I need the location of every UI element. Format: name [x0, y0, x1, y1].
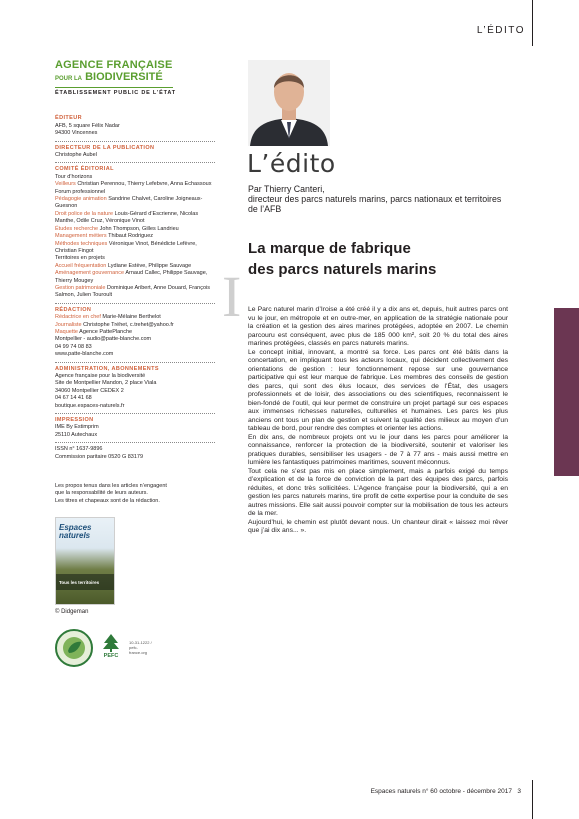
redaction-line: www.patte-blanche.com [55, 351, 114, 358]
article-body [248, 306, 508, 536]
admin-line: boutique.espaces-naturels.fr [55, 402, 125, 409]
pefc-label: PEFC [103, 652, 119, 659]
impression-line: 25110 Autechaux [55, 431, 98, 438]
author-portrait [248, 60, 330, 146]
comite-amenagement: Aménagement gouvernance Arnaud Callec, Philippe Sauvage, Thierry Mougey [55, 270, 208, 284]
comite-block [55, 162, 215, 299]
byline-role: directeur des parcs naturels marins, parcs nationaux et territoires de l’AFB [248, 194, 502, 214]
afb-logo [55, 60, 215, 97]
editeur-line: AFB, 5 square Félix Nadar [55, 122, 120, 129]
comite-forum: Forum professionnel [55, 188, 106, 195]
redaction-journaliste: Journaliste Christophe Tréhet, c.trehet@yahoo.fr [55, 321, 174, 328]
byline [248, 184, 508, 214]
tree-icon [101, 633, 121, 653]
footer-vertical-rule [532, 780, 533, 819]
photo-credit: © Didgeman [55, 609, 89, 616]
comite-territoires: Territoires en projets [55, 255, 105, 262]
leaf-icon [61, 635, 87, 661]
top-vertical-rule [532, 0, 533, 46]
disclaimer-line: Les titres et chapeaux sont de la rédaction. [55, 497, 160, 504]
logo-tagline: ÉTABLISSEMENT PUBLIC DE L’ÉTAT [55, 90, 176, 96]
comite-etudes: Études recherche John Thompson, Gilles Landrieu [55, 225, 179, 232]
edge-tab [554, 308, 579, 476]
magazine-cover-thumbnail [55, 517, 115, 605]
comite-accueil: Accueil fréquentation Lydiane Estève, Philippe Sauvage [55, 262, 192, 269]
body-paragraph: Le concept initial, innovant, a montré sa force. Les parcs ont été bâtis dans la concertation, en impliquant tous les acteurs locaux, qui décident collectivement des orientations de gestion : leur fonctionnement repose sur une gouvernance participative qui est leur marque de fabrique. Les membres des conseils de gestion des parcs, qui sont des élus locaux, des services de l’État, des usagers professionnels et de loisir, des associations ou des scientifiques, reconnaissent le bien-fondé de l’outil, qui leur permet de construire un projet partagé sur ces espaces aux immenses richesses naturelles, culturelles et humaines. Les parcs les plus anciens ont tous un plan de gestion et suivent la qualité des milieux au moyen d’un tableau de bord, pour rendre des comptes et orienter les actions. [248, 348, 508, 432]
admin-line: 04 67 14 41 68 [55, 395, 92, 402]
comite-pedago: Pédagogie animation Sandrine Chalvet, Caroline Joigneaux-Guesnon [55, 196, 203, 210]
impression-line: IME By Estimprim [55, 424, 99, 431]
impression-title: IMPRESSION [55, 417, 94, 424]
admin-line: Site de Montpellier Mandon, 2 place Viala [55, 380, 157, 387]
colophon-column [55, 60, 215, 667]
comite-title: COMITÉ ÉDITORIAL [55, 166, 114, 173]
admin-line: 34060 Montpellier CEDEX 2 [55, 387, 124, 394]
directeur-block [55, 141, 215, 160]
cover-caption: Tous les territoires [59, 579, 100, 585]
comite-mgmt: Management métiers Thibaut Rodriguez [55, 233, 154, 240]
redaction-title: RÉDACTION [55, 306, 92, 313]
admin-title: ADMINISTRATION, ABONNEMENTS [55, 365, 159, 372]
drop-cap: I [222, 264, 242, 329]
body-paragraph: En dix ans, de nombreux projets ont vu le jour dans les parcs pour améliorer la connaissance, renforcer la protection de la biodiversité, soutenir et valoriser les pratiques durables, sensibiliser les usagers - de 7 à 77 ans - mais aussi mettre en lumière les fantastiques patrimoines maritimes, souvent méconnus. [248, 433, 508, 466]
redaction-line: 04 99 74 08 83 [55, 343, 92, 350]
headline-line: La marque de fabrique [248, 240, 411, 257]
byline-name: Par Thierry Canteri, [248, 184, 325, 194]
pefc-number: 10-31-1222 / pefc-france.org [129, 640, 152, 656]
issn-line: ISSN n° 1637-9896 [55, 446, 103, 453]
disclaimer-line: Les propos tenus dans les articles n’engagent [55, 483, 167, 490]
issn-block [55, 442, 215, 461]
logo-line2: POUR LA BIODIVERSITÉ [55, 71, 163, 83]
pefc-logo [99, 633, 123, 663]
redaction-chef: Rédactrice en chef Marie-Mélaine Berthelot [55, 314, 161, 321]
headline-line: des parcs naturels marins [248, 261, 437, 278]
imprim-vert-logo [55, 629, 93, 667]
admin-block [55, 362, 215, 410]
comite-intro: Tour d’horizons [55, 173, 93, 180]
comite-veilleurs: Veilleurs Christian Perennou, Thierry Lefebvre, Anna Echassoux [55, 181, 212, 188]
cover-title: Espaces naturels [59, 523, 92, 540]
admin-line: Agence française pour la biodiversité [55, 373, 146, 379]
article-headline [248, 238, 518, 280]
editeur-line: 94300 Vincennes [55, 130, 98, 137]
body-paragraph: Le Parc naturel marin d’Iroise a été créé il y a dix ans et, depuis, huit autres parcs ont vu le jour, en métropole et en outre-mer, en application de la stratégie nationale pour la création et la gestion des aires marines protégées, adoptée en 2007. Le chemin parcouru est conséquent, avec plus de 185 000 km², soit 20 % du total des aires marines protégées, classés en parcs naturels marins. [248, 306, 508, 347]
issn-line: Commission paritaire 0520 G 83179 [55, 453, 144, 460]
redaction-block [55, 303, 215, 359]
directeur-title: DIRECTEUR DE LA PUBLICATION [55, 144, 155, 151]
page-footer [371, 788, 521, 795]
editeur-title: ÉDITEUR [55, 115, 82, 122]
disclaimer-line: que la responsabilité de leurs auteurs. [55, 490, 148, 497]
redaction-maquette: Maquette Agence PattePlanche [55, 328, 133, 335]
body-paragraph: Aujourd’hui, le chemin est plutôt devant nous. Un chanteur dirait « laissez moi rêver que j’ai dix ans... ». [248, 518, 508, 534]
redaction-line: Montpellier - audio@patte-blanche.com [55, 336, 152, 343]
comite-methodes: Méthodes techniques Véronique Vinot, Bénédicte Lefèvre, Christian Fingot [55, 240, 197, 254]
page-number: 3 [517, 788, 521, 795]
section-tag: L’ÉDITO [476, 25, 525, 36]
editeur-block [55, 115, 215, 137]
portrait-image [248, 60, 330, 146]
eco-logos [55, 629, 215, 667]
impression-block [55, 413, 215, 439]
comite-gestion: Gestion patrimoniale Dominique Aribert, Anne Douard, François Salmon, Julien Touroult [55, 284, 211, 299]
footer-text: Espaces naturels n° 60 octobre - décembre 2017 [370, 788, 512, 795]
body-paragraph: Tout cela ne s’est pas mis en place simplement, mais a parfois exigé du temps d’explication et de la force de conviction de la part des équipes des parcs, parfois réduites, et donc très sollicitées. L’Agence française pour la biodiversité, qui a en gestion les parcs naturels marins, tire profit de cette expertise pour la conduite de ses autres missions. Elle sait aussi pouvoir compter sur la mobilisation de tous les acteurs de la mer. [248, 467, 508, 517]
comite-droit: Droit police de la nature Louis-Gérard d’Escrienne, Nicolas Manthe, Odile Cruz, Véronique Vinot [55, 210, 199, 225]
logo-rule [55, 87, 173, 88]
disclaimer-block [55, 483, 215, 505]
edito-title: L’édito [247, 149, 336, 178]
logo-line1: AGENCE FRANÇAISE [55, 59, 173, 71]
directeur-name: Christophe Aubel [55, 152, 97, 159]
